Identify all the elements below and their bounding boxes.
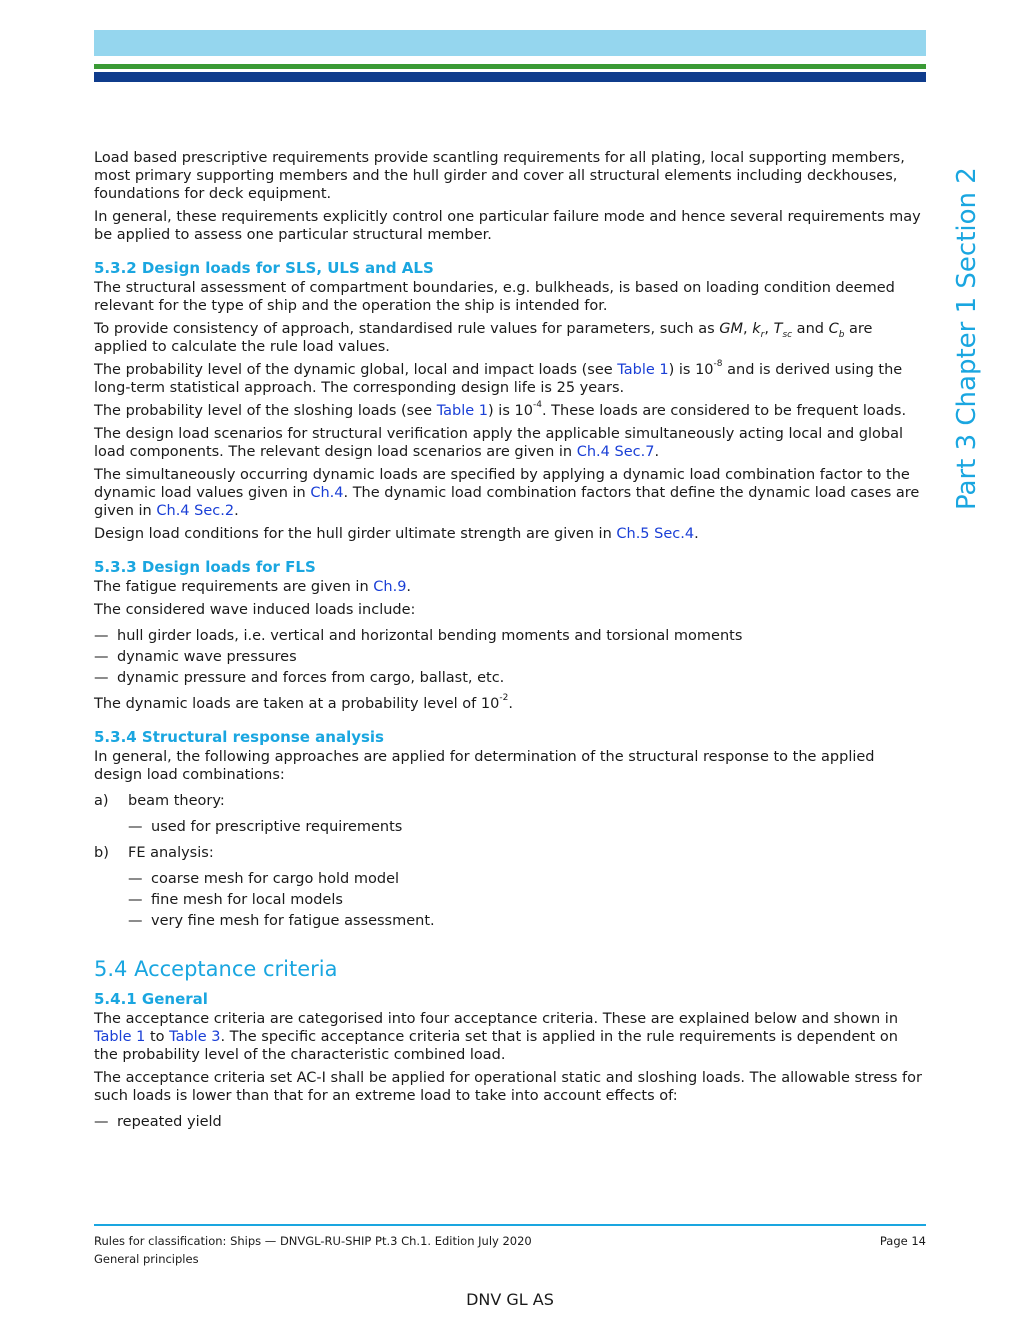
- list-item: — hull girder loads, i.e. vertical and horizontal bending moments and torsional moments: [94, 628, 743, 644]
- link-ch4[interactable]: Ch.4: [310, 485, 344, 501]
- list-item-a: a) beam theory:: [94, 793, 225, 809]
- s532-paragraph-1: The structural assessment of compartment boundaries, e.g. bulkheads, is based on loading condition deemed relevant for the type of ship and the operation the ship is intended for.: [94, 280, 895, 314]
- list-item: — dynamic wave pressures: [94, 649, 297, 665]
- sublist-b: [94, 870, 926, 930]
- header-band-green: [94, 64, 926, 69]
- heading-5-4: 5.4 Acceptance criteria: [94, 957, 338, 981]
- link-table-1[interactable]: Table 1: [617, 362, 669, 378]
- s541-paragraph-1: The acceptance criteria are categorised into four acceptance criteria. These are explained below and shown in Table 1 to Table 3. The specific acceptance criteria set that is applied in the rule requirements is dependent on the probability level of the characteristic combined load.: [94, 1011, 899, 1063]
- s532-paragraph-2: To provide consistency of approach, standardised rule values for parameters, such as GM, $k_r$, $T_{sc}$ and $C_b$ are applied to calculate the rule load values.: [94, 321, 873, 355]
- sublist-a: [94, 818, 926, 836]
- page-content: [94, 149, 926, 1134]
- footer-divider: [94, 1224, 926, 1226]
- list-item: — fine mesh for local models: [128, 892, 343, 908]
- s532-paragraph-4: The probability level of the sloshing loads (see Table 1) is $10^{-4}$. These loads are considered to be frequent loads.: [94, 400, 907, 419]
- list-item: — dynamic pressure and forces from cargo, ballast, etc.: [94, 670, 505, 686]
- list-item: — used for prescriptive requirements: [128, 819, 403, 835]
- footer-chapter-title: General principles: [94, 1252, 199, 1266]
- link-ch9[interactable]: Ch.9: [373, 579, 407, 595]
- s533-paragraph-1: The fatigue requirements are given in Ch.9.: [94, 579, 412, 595]
- header-band-navy: [94, 72, 926, 82]
- heading-5-4-1: 5.4.1 General: [94, 990, 208, 1008]
- footer-company: DNV GL AS: [466, 1290, 554, 1309]
- footer-page-number: Page 14: [879, 1234, 926, 1248]
- s541-paragraph-2: The acceptance criteria set AC-I shall be applied for operational static and sloshing loads. The allowable stress for such loads is lower than that for an extreme load to take into account effects of:: [94, 1070, 922, 1104]
- s534-paragraph-1: In general, the following approaches are applied for determination of the structural response to the applied design load combinations:: [94, 749, 875, 783]
- heading-5-3-3: 5.3.3 Design loads for FLS: [94, 558, 316, 576]
- link-table-1[interactable]: Table 1: [94, 1029, 146, 1045]
- link-ch4-sec2[interactable]: Ch.4 Sec.2: [156, 503, 235, 519]
- s532-paragraph-3: The probability level of the dynamic global, local and impact loads (see Table 1) is $10^{-8}$ and is derived using the long-term statistical approach. The corresponding design life is 25 years.: [94, 359, 903, 396]
- link-table-1[interactable]: Table 1: [436, 403, 489, 419]
- list-item-b: b) FE analysis:: [94, 845, 214, 861]
- s532-paragraph-5: The design load scenarios for structural verification apply the applicable simultaneously acting local and global load components. The relevant design load scenarios are given in Ch.4 Sec.7.: [94, 426, 903, 460]
- list-item: — repeated yield: [94, 1114, 222, 1130]
- heading-5-3-2: 5.3.2 Design loads for SLS, ULS and ALS: [94, 259, 434, 277]
- intro-paragraph-1: Load based prescriptive requirements provide scantling requirements for all plating, local supporting members, most primary supporting members and the hull girder and cover all structural elements including deckhouses, foundations for deck equipment.: [94, 150, 905, 202]
- s532-paragraph-7: Design load conditions for the hull girder ultimate strength are given in Ch.5 Sec.4.: [94, 526, 699, 542]
- s533-paragraph-2: The considered wave induced loads include:: [94, 602, 416, 618]
- footer-doc-title: Rules for classification: Ships — DNVGL-RU-SHIP Pt.3 Ch.1. Edition July 2020: [94, 1234, 532, 1248]
- s533-paragraph-3: The dynamic loads are taken at a probability level of $10^{-2}$.: [94, 693, 513, 712]
- link-table-3[interactable]: Table 3: [169, 1029, 221, 1045]
- s532-paragraph-6: The simultaneously occurring dynamic loads are specified by applying a dynamic load combination factor to the dynamic load values given in Ch.4. The dynamic load combination factors that define the dynamic load cases are given in Ch.4 Sec.2.: [94, 467, 920, 519]
- link-ch4-sec7[interactable]: Ch.4 Sec.7: [576, 444, 655, 460]
- intro-paragraph-2: In general, these requirements explicitly control one particular failure mode and hence several requirements may be applied to assess one particular structural member.: [94, 209, 921, 243]
- list-item: — very fine mesh for fatigue assessment.: [128, 913, 435, 929]
- header-band-light: [94, 30, 926, 56]
- link-ch5-sec4[interactable]: Ch.5 Sec.4: [616, 526, 695, 542]
- side-section-title: Part 3 Chapter 1 Section 2: [952, 167, 982, 510]
- footer-left: [94, 1232, 532, 1268]
- list-item: — coarse mesh for cargo hold model: [128, 871, 400, 887]
- heading-5-3-4: 5.3.4 Structural response analysis: [94, 728, 384, 746]
